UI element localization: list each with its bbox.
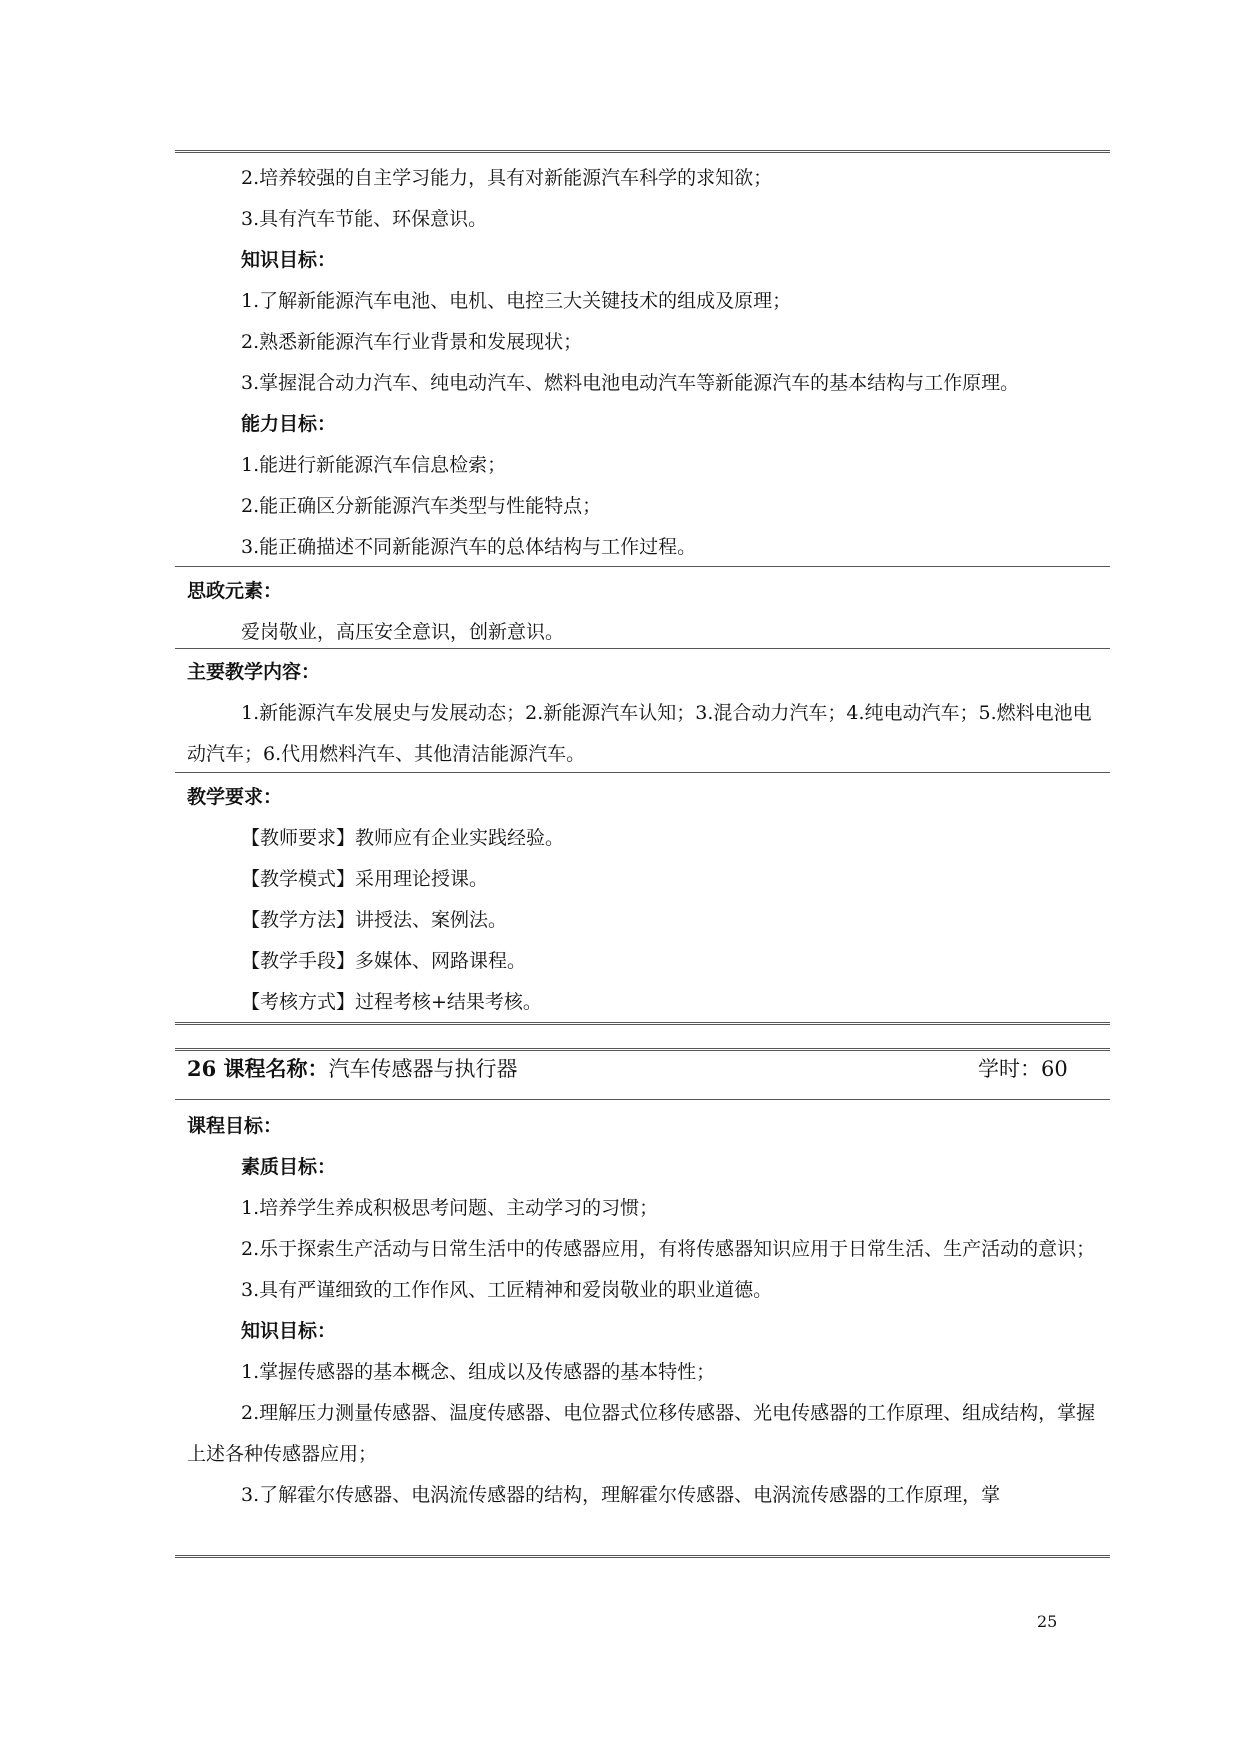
requirement-item: 【教学模式】采用理论授课。 (241, 868, 489, 890)
divider (175, 566, 1110, 567)
quality-heading: 素质目标： (241, 1156, 337, 1178)
course26-body (187, 1106, 1097, 1516)
ability-item: 2.能正确区分新能源汽车类型与性能特点； (241, 495, 602, 517)
quality-item: 3.具有汽车节能、环保意识。 (241, 208, 488, 230)
content-section (187, 652, 1097, 775)
content-text: 1.新能源汽车发展史与发展动态；2.新能源汽车认知；3.混合动力汽车；4.纯电动汽车；5.燃料电池电动汽车；6.代用燃料汽车、其他清洁能源汽车。 (187, 702, 1092, 765)
upper-section (187, 158, 1097, 568)
page-number: 25 (1037, 1612, 1058, 1631)
knowledge-heading: 知识目标： (241, 1320, 337, 1342)
divider (175, 772, 1110, 773)
top-rule (175, 150, 1110, 153)
ideology-text: 爱岗敬业，高压安全意识，创新意识。 (241, 621, 565, 643)
knowledge-item: 2.理解压力测量传感器、温度传感器、电位器式位移传感器、光电传感器的工作原理、组成结构，掌握上述各种传感器应用； (187, 1402, 1096, 1465)
quality-item: 2.培养较强的自主学习能力，具有对新能源汽车科学的求知欲； (241, 167, 773, 189)
ideology-heading: 思政元素： (187, 580, 283, 602)
content-heading: 主要教学内容： (187, 661, 321, 683)
requirements-section (187, 777, 1097, 1023)
requirement-item: 【教学方法】讲授法、案例法。 (241, 909, 508, 931)
requirement-item: 【教学手段】多媒体、网路课程。 (241, 950, 527, 972)
ability-item: 1.能进行新能源汽车信息检索； (241, 454, 507, 476)
course-name: 汽车传感器与执行器 (328, 1057, 518, 1081)
ability-heading: 能力目标： (241, 413, 337, 435)
quality-item: 1.培养学生养成积极思考问题、主动学习的习惯； (241, 1197, 659, 1219)
knowledge-heading: 知识目标： (241, 249, 337, 271)
course-hours: 学时：60 (978, 1057, 1068, 1081)
knowledge-item: 1.掌握传感器的基本概念、组成以及传感器的基本特性； (241, 1361, 716, 1383)
section-end-rule (175, 1022, 1110, 1025)
quality-item: 2.乐于探索生产活动与日常生活中的传感器应用，有将传感器知识应用于日常生活、生产活动的意识； (241, 1238, 1096, 1260)
ideology-section (187, 571, 1097, 653)
goals-heading: 课程目标： (187, 1115, 283, 1137)
knowledge-item: 2.熟悉新能源汽车行业背景和发展现状； (241, 331, 583, 353)
requirements-heading: 教学要求： (187, 786, 283, 808)
course-title-prefix: 26 课程名称： (187, 1056, 329, 1081)
ability-item: 3.能正确描述不同新能源汽车的总体结构与工作过程。 (241, 536, 697, 558)
section-start-rule (175, 1048, 1110, 1051)
bottom-rule (175, 1555, 1110, 1558)
knowledge-item: 3.掌握混合动力汽车、纯电动汽车、燃料电池电动汽车等新能源汽车的基本结构与工作原理。 (241, 372, 1020, 394)
divider (175, 648, 1110, 649)
knowledge-item: 3.了解霍尔传感器、电涡流传感器的结构，理解霍尔传感器、电涡流传感器的工作原理，掌 (241, 1484, 1001, 1506)
course-title (187, 1053, 518, 1083)
divider (175, 1099, 1110, 1100)
knowledge-item: 1.了解新能源汽车电池、电机、电控三大关键技术的组成及原理； (241, 290, 792, 312)
quality-item: 3.具有严谨细致的工作作风、工匠精神和爱岗敬业的职业道德。 (241, 1279, 773, 1301)
requirement-item: 【考核方式】过程考核+结果考核。 (241, 991, 542, 1013)
requirement-item: 【教师要求】教师应有企业实践经验。 (241, 827, 565, 849)
